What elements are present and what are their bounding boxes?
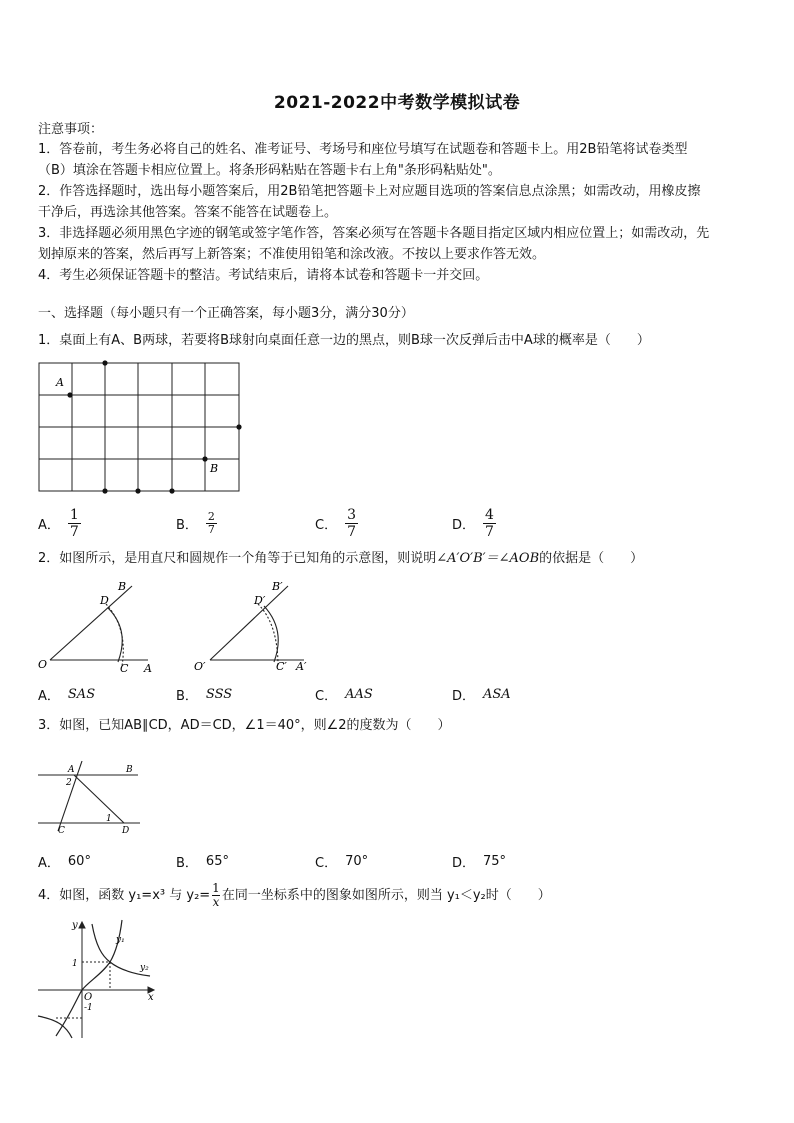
ball-b-dot [202, 456, 207, 461]
option-a[interactable]: A． 60° [38, 853, 91, 871]
question-2-text: 2．如图所示，是用直尺和圆规作一个角等于已知角的示意图，则说明∠A′O′B′＝∠AOB的依据是（ ） [38, 551, 644, 566]
option-label: B． [176, 517, 198, 533]
option-d[interactable] [452, 503, 496, 543]
notice-line: 划掉原来的答案，然后再写上新答案；不准使用铅笔和涂改液。不按以上要求作答无效。 [38, 247, 546, 262]
svg-text:C: C [120, 662, 129, 675]
q2-options [38, 674, 758, 714]
target-dot [135, 488, 140, 493]
exam-title: 2021-2022中考数学模拟试卷 [273, 93, 521, 113]
section-heading: 一、选择题（每小题只有一个正确答案，每小题3分，满分30分） [38, 306, 414, 321]
option-c[interactable] [315, 503, 358, 543]
notice-line: （B）填涂在答题卡相应位置上。将条形码粘贴在答题卡右上角"条形码粘贴处"。 [38, 163, 501, 178]
svg-text:O′: O′ [194, 660, 206, 673]
svg-text:B: B [118, 580, 127, 593]
fraction: $\frac{3}{7}$ [347, 506, 356, 540]
option-b[interactable] [176, 503, 217, 543]
option-label: A． [38, 517, 60, 533]
svg-text:-1: -1 [84, 1003, 93, 1013]
option-a[interactable] [38, 503, 81, 543]
question-3-text: 3．如图，已知AB∥CD，AD＝CD，∠1＝40°，则∠2的度数为（ ） [38, 718, 451, 733]
svg-text:y: y [72, 920, 78, 931]
q2-angle-figure-copy [192, 578, 322, 680]
svg-text:D: D [122, 826, 130, 836]
option-b[interactable]: B． 65° [176, 853, 229, 871]
notice-line: 2．作答选择题时，选出每小题答案后，用2B铅笔把答题卡上对应题目选项的答案信息点涂黑；如需改动，用橡皮擦 [38, 184, 701, 199]
option-b[interactable]: B． SSS [176, 686, 233, 704]
target-dot [236, 424, 241, 429]
q3-options [38, 841, 758, 881]
fraction: $\frac{4}{7}$ [485, 506, 494, 540]
notice-line: 干净后，再选涂其他答案。答案不能答在试题卷上。 [38, 205, 338, 220]
q1-grid-figure [36, 360, 246, 496]
ball-a-dot [67, 392, 72, 397]
angle-expression: ∠A′O′B′＝∠AOB [436, 551, 540, 566]
notice-line: 1．答卷前，考生务必将自己的姓名、准考证号、考场号和座位号填写在试题卷和答题卡上。用2B铅笔将试卷类型 [38, 142, 688, 157]
option-label: C． [315, 517, 338, 533]
option-d[interactable]: D． 75° [452, 853, 507, 871]
svg-text:C′: C′ [276, 660, 287, 673]
target-dot [102, 488, 107, 493]
svg-text:y₁: y₁ [116, 935, 125, 945]
label-a: A [56, 376, 64, 389]
q1-options [38, 503, 758, 543]
fraction: $\frac{1}{x}$ [212, 881, 220, 909]
svg-text:y₂: y₂ [140, 963, 149, 973]
svg-text:D′: D′ [254, 594, 266, 607]
svg-text:A: A [68, 765, 75, 775]
fraction: $\frac{1}{7}$ [69, 506, 79, 540]
q4-function-graph [36, 916, 160, 1040]
notice-line: 3．非选择题必须用黑色字迹的钢笔或签字笔作答，答案必须写在答题卡各题目指定区域内相应位置上；如需改动，先 [38, 226, 710, 241]
notice-heading: 注意事项： [38, 122, 104, 137]
label-b: B [210, 462, 219, 475]
svg-text:B: B [126, 765, 133, 775]
question-4-text: 4．如图，函数 y₁=x³ 与 y₂= $\frac{1}{x}$ 在同一坐标系中的图象如图所示，则当 y₁＜y₂时（ ） [38, 881, 551, 909]
q3-parallel-lines-figure [36, 755, 146, 837]
svg-text:B′: B′ [272, 580, 283, 593]
option-label: D． [452, 517, 476, 533]
svg-text:C: C [58, 826, 65, 836]
svg-text:A′: A′ [296, 660, 307, 673]
q2-angle-figure-original [36, 578, 166, 680]
fraction: $\frac{2}{7}$ [207, 509, 215, 536]
question-1-text: 1．桌面上有A、B两球，若要将B球射向桌面任意一边的黑点，则B球一次反弹后击中A球的概率是（ ） [38, 333, 650, 348]
option-a[interactable]: A． SAS [38, 686, 96, 704]
option-c[interactable]: C． AAS [315, 686, 373, 704]
svg-text:x: x [148, 992, 154, 1003]
svg-text:2: 2 [66, 778, 72, 788]
svg-text:1: 1 [106, 814, 112, 824]
notice-line: 4．考生必须保证答题卡的整洁。考试结束后，请将本试卷和答题卡一并交回。 [38, 268, 489, 283]
svg-text:O: O [38, 658, 48, 671]
option-d[interactable]: D． ASA [452, 686, 511, 704]
option-c[interactable]: C． 70° [315, 853, 369, 871]
svg-text:1: 1 [72, 959, 78, 969]
svg-text:A: A [144, 662, 152, 675]
svg-text:D: D [100, 594, 109, 607]
target-dot [169, 488, 174, 493]
svg-text:O: O [84, 992, 93, 1003]
target-dot [102, 360, 107, 365]
